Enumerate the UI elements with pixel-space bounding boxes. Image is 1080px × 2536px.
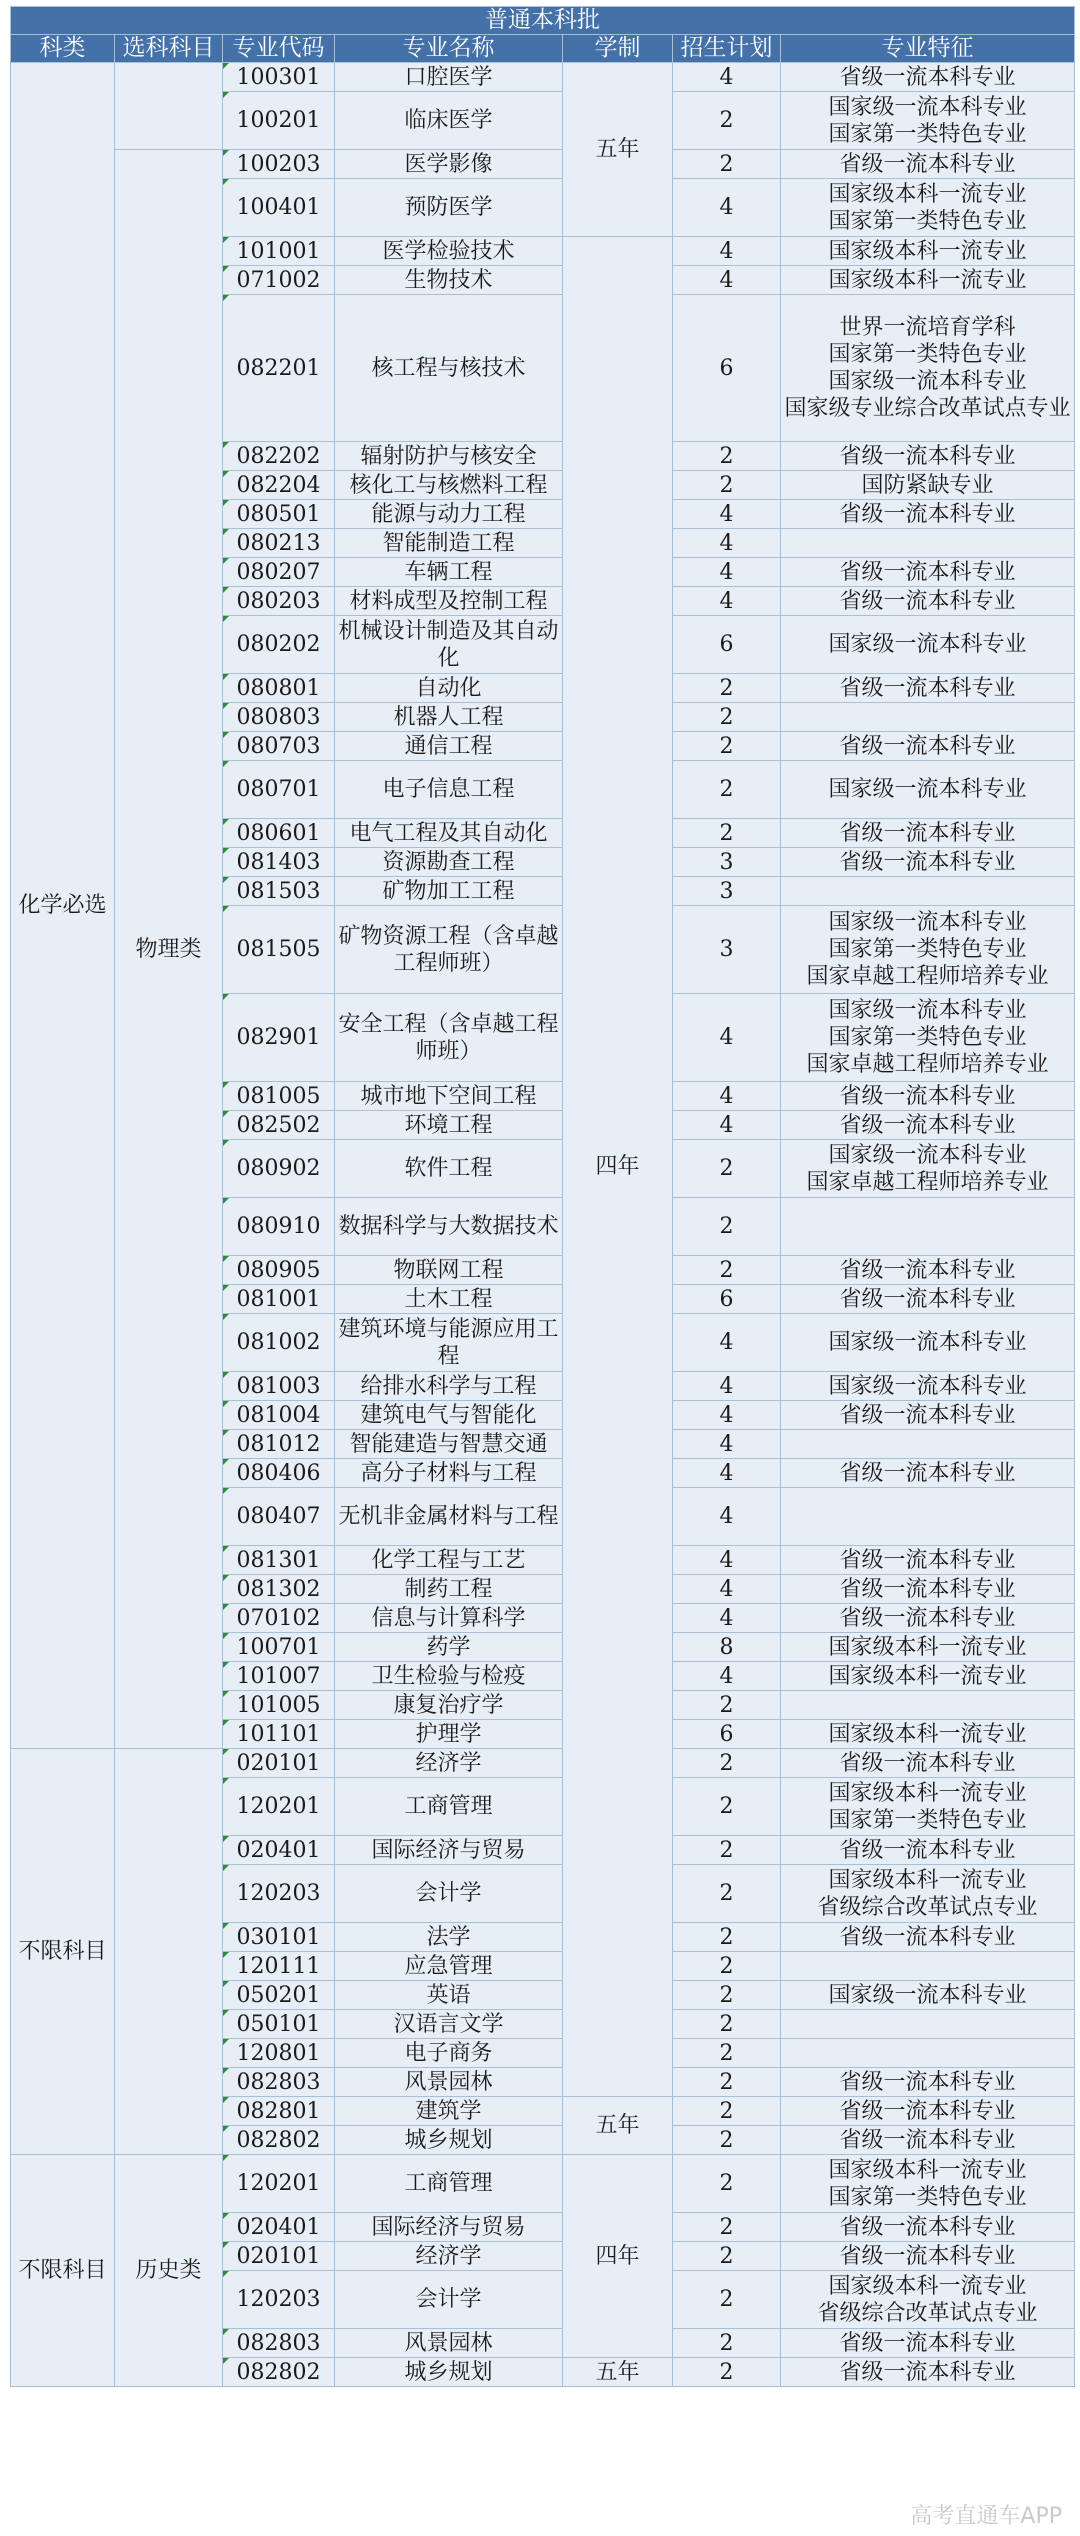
- enrollment-plan-cell: 4: [673, 1314, 781, 1372]
- major-name-cell: 矿物加工工程: [335, 877, 563, 906]
- major-code-cell: 080601: [223, 819, 335, 848]
- major-features-cell: 省级一流本科专业: [781, 2068, 1075, 2097]
- major-features-cell: 省级一流本科专业: [781, 1082, 1075, 1111]
- major-code-cell: 080501: [223, 500, 335, 529]
- major-code-cell: 120203: [223, 2271, 335, 2329]
- enrollment-plan-cell: 6: [673, 1285, 781, 1314]
- major-name-cell: 风景园林: [335, 2329, 563, 2358]
- enrollment-plan-cell: 4: [673, 1430, 781, 1459]
- major-code-cell: 101101: [223, 1720, 335, 1749]
- major-features-cell: 省级一流本科专业: [781, 732, 1075, 761]
- major-code-cell: 100701: [223, 1633, 335, 1662]
- major-code-cell: 082802: [223, 2126, 335, 2155]
- major-code-cell: 081002: [223, 1314, 335, 1372]
- major-code-cell: 101007: [223, 1662, 335, 1691]
- major-code-cell: 101005: [223, 1691, 335, 1720]
- major-code-cell: 081403: [223, 848, 335, 877]
- major-features-cell: [781, 529, 1075, 558]
- duration-cell: 四年: [563, 237, 673, 2097]
- major-code-cell: 082201: [223, 295, 335, 442]
- major-features-cell: 省级一流本科专业: [781, 2242, 1075, 2271]
- major-name-cell: 制药工程: [335, 1575, 563, 1604]
- enrollment-plan-cell: 4: [673, 1111, 781, 1140]
- major-name-cell: 口腔医学: [335, 63, 563, 92]
- enrollment-plan-cell: 2: [673, 92, 781, 150]
- enrollment-plan-cell: 2: [673, 471, 781, 500]
- major-name-cell: 电气工程及其自动化: [335, 819, 563, 848]
- major-code-cell: 050101: [223, 2010, 335, 2039]
- major-features-cell: 国家级一流本科专业 国家第一类特色专业 国家卓越工程师培养专业: [781, 994, 1075, 1082]
- enrollment-plan-cell: 2: [673, 1923, 781, 1952]
- table-title: 普通本科批: [11, 7, 1075, 35]
- major-name-cell: 建筑环境与能源应用工程: [335, 1314, 563, 1372]
- major-features-cell: 省级一流本科专业: [781, 587, 1075, 616]
- major-features-cell: 国家级本科一流专业: [781, 1662, 1075, 1691]
- enrollment-plan-cell: 4: [673, 179, 781, 237]
- enrollment-plan-cell: 4: [673, 529, 781, 558]
- major-features-cell: [781, 1488, 1075, 1546]
- enrollment-plan-cell: 2: [673, 1198, 781, 1256]
- major-name-cell: 风景园林: [335, 2068, 563, 2097]
- major-code-cell: 080902: [223, 1140, 335, 1198]
- major-name-cell: 软件工程: [335, 1140, 563, 1198]
- major-code-cell: 082803: [223, 2068, 335, 2097]
- major-name-cell: 国际经济与贸易: [335, 1836, 563, 1865]
- major-features-cell: 省级一流本科专业: [781, 558, 1075, 587]
- major-features-cell: 省级一流本科专业: [781, 1546, 1075, 1575]
- major-name-cell: 智能制造工程: [335, 529, 563, 558]
- major-code-cell: 081004: [223, 1401, 335, 1430]
- major-name-cell: 物联网工程: [335, 1256, 563, 1285]
- major-name-cell: 城乡规划: [335, 2126, 563, 2155]
- major-code-cell: 020401: [223, 2213, 335, 2242]
- major-features-cell: 省级一流本科专业: [781, 848, 1075, 877]
- header-major-code: 专业代码: [223, 35, 335, 63]
- major-name-cell: 无机非金属材料与工程: [335, 1488, 563, 1546]
- major-features-cell: 省级一流本科专业: [781, 2213, 1075, 2242]
- major-code-cell: 080202: [223, 616, 335, 674]
- enrollment-plan-cell: 2: [673, 150, 781, 179]
- major-name-cell: 材料成型及控制工程: [335, 587, 563, 616]
- enrollment-plan-cell: 2: [673, 1836, 781, 1865]
- enrollment-plan-cell: 4: [673, 266, 781, 295]
- major-name-cell: 机械设计制造及其自动化: [335, 616, 563, 674]
- major-code-cell: 030101: [223, 1923, 335, 1952]
- header-major-name: 专业名称: [335, 35, 563, 63]
- enrollment-plan-cell: 2: [673, 2242, 781, 2271]
- enrollment-plan-cell: 2: [673, 2126, 781, 2155]
- enrollment-plan-cell: 2: [673, 1981, 781, 2010]
- enrollment-plan-cell: 2: [673, 674, 781, 703]
- major-name-cell: 国际经济与贸易: [335, 2213, 563, 2242]
- enrollment-plan-cell: 4: [673, 1604, 781, 1633]
- major-name-cell: 机器人工程: [335, 703, 563, 732]
- enrollment-plan-cell: 4: [673, 1459, 781, 1488]
- major-name-cell: 化学工程与工艺: [335, 1546, 563, 1575]
- enrollment-plan-cell: 2: [673, 1865, 781, 1923]
- major-features-cell: [781, 1198, 1075, 1256]
- major-features-cell: 国家级一流本科专业: [781, 761, 1075, 819]
- major-features-cell: 国家级本科一流专业: [781, 266, 1075, 295]
- major-code-cell: 082901: [223, 994, 335, 1082]
- major-code-cell: 100401: [223, 179, 335, 237]
- major-code-cell: 080703: [223, 732, 335, 761]
- enrollment-plan-cell: 3: [673, 906, 781, 994]
- enrollment-plan-cell: 4: [673, 587, 781, 616]
- major-name-cell: 生物技术: [335, 266, 563, 295]
- major-name-cell: 自动化: [335, 674, 563, 703]
- category-cell: 不限科目: [11, 1749, 115, 2155]
- major-features-cell: 国家级一流本科专业: [781, 1981, 1075, 2010]
- major-features-cell: 国家级本科一流专业 国家第一类特色专业: [781, 179, 1075, 237]
- major-features-cell: [781, 1691, 1075, 1720]
- major-name-cell: 信息与计算科学: [335, 1604, 563, 1633]
- major-features-cell: 省级一流本科专业: [781, 2358, 1075, 2387]
- major-name-cell: 通信工程: [335, 732, 563, 761]
- major-code-cell: 070102: [223, 1604, 335, 1633]
- major-features-cell: 国家级本科一流专业: [781, 1720, 1075, 1749]
- enrollment-plan-cell: 2: [673, 2068, 781, 2097]
- major-features-cell: 国家级本科一流专业: [781, 1633, 1075, 1662]
- major-features-cell: 省级一流本科专业: [781, 1923, 1075, 1952]
- major-name-cell: 护理学: [335, 1720, 563, 1749]
- enrollment-plan-cell: 2: [673, 442, 781, 471]
- major-features-cell: [781, 703, 1075, 732]
- table-row: [11, 2155, 1075, 2213]
- major-code-cell: 080213: [223, 529, 335, 558]
- watermark: 高考直通车APP: [910, 2504, 1062, 2529]
- major-code-cell: 081001: [223, 1285, 335, 1314]
- major-features-cell: 国家级一流本科专业 国家第一类特色专业 国家卓越工程师培养专业: [781, 906, 1075, 994]
- major-features-cell: 国防紧缺专业: [781, 471, 1075, 500]
- header-major-features: 专业特征: [781, 35, 1075, 63]
- major-name-cell: 会计学: [335, 1865, 563, 1923]
- table-row: [11, 1749, 1075, 1778]
- enrollment-plan-cell: 2: [673, 2213, 781, 2242]
- major-name-cell: 电子商务: [335, 2039, 563, 2068]
- major-name-cell: 英语: [335, 1981, 563, 2010]
- major-code-cell: 100203: [223, 150, 335, 179]
- major-features-cell: 省级一流本科专业: [781, 2329, 1075, 2358]
- enrollment-plan-cell: 2: [673, 761, 781, 819]
- major-name-cell: 数据科学与大数据技术: [335, 1198, 563, 1256]
- major-features-cell: [781, 1952, 1075, 1981]
- major-name-cell: 土木工程: [335, 1285, 563, 1314]
- major-code-cell: 080207: [223, 558, 335, 587]
- enrollment-plan-cell: 2: [673, 2271, 781, 2329]
- major-code-cell: 080905: [223, 1256, 335, 1285]
- major-features-cell: 省级一流本科专业: [781, 1575, 1075, 1604]
- major-code-cell: 080910: [223, 1198, 335, 1256]
- enrollment-plan-cell: 4: [673, 63, 781, 92]
- major-features-cell: 国家级本科一流专业 国家第一类特色专业: [781, 1778, 1075, 1836]
- enrollment-plan-cell: 4: [673, 1546, 781, 1575]
- major-code-cell: 071002: [223, 266, 335, 295]
- duration-cell: 四年: [563, 2155, 673, 2358]
- enrollment-plan-cell: 4: [673, 237, 781, 266]
- major-code-cell: 082502: [223, 1111, 335, 1140]
- major-name-cell: 工商管理: [335, 1778, 563, 1836]
- major-code-cell: 082801: [223, 2097, 335, 2126]
- enrollment-plan-cell: 6: [673, 295, 781, 442]
- major-code-cell: 120203: [223, 1865, 335, 1923]
- major-features-cell: [781, 877, 1075, 906]
- major-name-cell: 能源与动力工程: [335, 500, 563, 529]
- major-features-cell: 省级一流本科专业: [781, 1749, 1075, 1778]
- enrollment-plan-cell: 2: [673, 1691, 781, 1720]
- major-code-cell: 081505: [223, 906, 335, 994]
- table-row: [11, 63, 1075, 92]
- major-name-cell: 辐射防护与核安全: [335, 442, 563, 471]
- enrollment-plan-cell: 4: [673, 994, 781, 1082]
- major-features-cell: 省级一流本科专业: [781, 1285, 1075, 1314]
- major-code-cell: 020401: [223, 1836, 335, 1865]
- major-name-cell: 资源勘查工程: [335, 848, 563, 877]
- major-code-cell: 080803: [223, 703, 335, 732]
- major-code-cell: 081012: [223, 1430, 335, 1459]
- major-features-cell: 国家级本科一流专业 省级综合改革试点专业: [781, 2271, 1075, 2329]
- major-features-cell: 省级一流本科专业: [781, 1401, 1075, 1430]
- enrollment-plan-cell: 2: [673, 2097, 781, 2126]
- major-name-cell: 康复治疗学: [335, 1691, 563, 1720]
- enrollment-plan-cell: 2: [673, 2010, 781, 2039]
- enrollment-plan-cell: 2: [673, 1140, 781, 1198]
- enrollment-plan-cell: 4: [673, 558, 781, 587]
- major-name-cell: 医学检验技术: [335, 237, 563, 266]
- enrollment-plan-cell: 3: [673, 877, 781, 906]
- major-code-cell: 080701: [223, 761, 335, 819]
- major-name-cell: 法学: [335, 1923, 563, 1952]
- major-features-cell: 省级一流本科专业: [781, 2097, 1075, 2126]
- major-features-cell: [781, 1430, 1075, 1459]
- major-code-cell: 020101: [223, 2242, 335, 2271]
- enrollment-plan-cell: 2: [673, 2039, 781, 2068]
- major-features-cell: 国家级一流本科专业 国家第一类特色专业: [781, 92, 1075, 150]
- major-features-cell: [781, 2039, 1075, 2068]
- major-code-cell: 082803: [223, 2329, 335, 2358]
- major-features-cell: 省级一流本科专业: [781, 1836, 1075, 1865]
- enrollment-plan-cell: 4: [673, 1575, 781, 1604]
- major-name-cell: 建筑电气与智能化: [335, 1401, 563, 1430]
- major-name-cell: 高分子材料与工程: [335, 1459, 563, 1488]
- enrollment-plan-cell: 2: [673, 819, 781, 848]
- major-name-cell: 智能建造与智慧交通: [335, 1430, 563, 1459]
- major-name-cell: 卫生检验与检疫: [335, 1662, 563, 1691]
- header-duration: 学制: [563, 35, 673, 63]
- major-features-cell: 国家级一流本科专业 国家卓越工程师培养专业: [781, 1140, 1075, 1198]
- major-features-cell: 省级一流本科专业: [781, 442, 1075, 471]
- enrollment-plan-cell: 4: [673, 1488, 781, 1546]
- duration-cell: 五年: [563, 2358, 673, 2387]
- major-code-cell: 120111: [223, 1952, 335, 1981]
- major-features-cell: 省级一流本科专业: [781, 63, 1075, 92]
- major-features-cell: [781, 2010, 1075, 2039]
- enrollment-plan-cell: 4: [673, 1372, 781, 1401]
- major-features-cell: 国家级本科一流专业 国家第一类特色专业: [781, 2155, 1075, 2213]
- major-name-cell: 经济学: [335, 1749, 563, 1778]
- major-code-cell: 120201: [223, 2155, 335, 2213]
- major-name-cell: 汉语言文学: [335, 2010, 563, 2039]
- major-features-cell: 国家级本科一流专业: [781, 237, 1075, 266]
- major-code-cell: 082202: [223, 442, 335, 471]
- enrollment-plan-cell: 4: [673, 1082, 781, 1111]
- major-code-cell: 081503: [223, 877, 335, 906]
- duration-cell: 五年: [563, 2097, 673, 2155]
- major-features-cell: 国家级一流本科专业: [781, 616, 1075, 674]
- major-name-cell: 城市地下空间工程: [335, 1082, 563, 1111]
- header-enrollment-plan: 招生计划: [673, 35, 781, 63]
- major-features-cell: 省级一流本科专业: [781, 1604, 1075, 1633]
- major-features-cell: 省级一流本科专业: [781, 1459, 1075, 1488]
- major-features-cell: 省级一流本科专业: [781, 150, 1075, 179]
- header-row: [11, 35, 1075, 63]
- major-code-cell: 101001: [223, 237, 335, 266]
- major-features-cell: 国家级本科一流专业 省级综合改革试点专业: [781, 1865, 1075, 1923]
- major-name-cell: 安全工程（含卓越工程师班）: [335, 994, 563, 1082]
- major-code-cell: 082802: [223, 2358, 335, 2387]
- major-name-cell: 车辆工程: [335, 558, 563, 587]
- major-features-cell: 国家级一流本科专业: [781, 1372, 1075, 1401]
- major-name-cell: 电子信息工程: [335, 761, 563, 819]
- major-features-cell: 世界一流培育学科 国家第一类特色专业 国家级一流本科专业 国家级专业综合改革试点专业: [781, 295, 1075, 442]
- header-subjects: 选科科目: [115, 35, 223, 63]
- major-name-cell: 城乡规划: [335, 2358, 563, 2387]
- major-features-cell: 省级一流本科专业: [781, 500, 1075, 529]
- enrollment-plan-cell: 3: [673, 848, 781, 877]
- enrollment-plan-cell: 4: [673, 1401, 781, 1430]
- enrollment-plan-cell: 2: [673, 1256, 781, 1285]
- major-features-cell: 省级一流本科专业: [781, 1111, 1075, 1140]
- enrollment-plan-cell: 6: [673, 1720, 781, 1749]
- enrollment-plan-cell: 2: [673, 2329, 781, 2358]
- subject-cell: [115, 1749, 223, 2155]
- enrollment-plan-cell: 2: [673, 1749, 781, 1778]
- enrollment-plan-cell: 2: [673, 2155, 781, 2213]
- enrollment-plan-cell: 2: [673, 1952, 781, 1981]
- enrollment-plan-cell: 6: [673, 616, 781, 674]
- enrollment-plan-cell: 2: [673, 703, 781, 732]
- major-code-cell: 081301: [223, 1546, 335, 1575]
- major-code-cell: 082204: [223, 471, 335, 500]
- major-name-cell: 建筑学: [335, 2097, 563, 2126]
- major-name-cell: 核工程与核技术: [335, 295, 563, 442]
- major-name-cell: 应急管理: [335, 1952, 563, 1981]
- major-name-cell: 工商管理: [335, 2155, 563, 2213]
- major-name-cell: 医学影像: [335, 150, 563, 179]
- enrollment-plan-cell: 4: [673, 1662, 781, 1691]
- major-code-cell: 081005: [223, 1082, 335, 1111]
- category-cell: 化学必选: [11, 63, 115, 1749]
- major-code-cell: 100201: [223, 92, 335, 150]
- enrollment-plan-cell: 8: [673, 1633, 781, 1662]
- table-row: [11, 150, 1075, 179]
- major-code-cell: 080407: [223, 1488, 335, 1546]
- major-name-cell: 临床医学: [335, 92, 563, 150]
- enrollment-plan-cell: 2: [673, 2358, 781, 2387]
- major-features-cell: 国家级一流本科专业: [781, 1314, 1075, 1372]
- major-name-cell: 经济学: [335, 2242, 563, 2271]
- major-code-cell: 120801: [223, 2039, 335, 2068]
- major-name-cell: 环境工程: [335, 1111, 563, 1140]
- major-name-cell: 给排水科学与工程: [335, 1372, 563, 1401]
- major-code-cell: 080406: [223, 1459, 335, 1488]
- major-code-cell: 120201: [223, 1778, 335, 1836]
- major-name-cell: 核化工与核燃料工程: [335, 471, 563, 500]
- subject-cell: 历史类: [115, 2155, 223, 2387]
- major-features-cell: 省级一流本科专业: [781, 819, 1075, 848]
- major-code-cell: 080801: [223, 674, 335, 703]
- major-code-cell: 050201: [223, 1981, 335, 2010]
- header-category: 科类: [11, 35, 115, 63]
- enrollment-plan-cell: 4: [673, 500, 781, 529]
- major-code-cell: 081003: [223, 1372, 335, 1401]
- major-name-cell: 矿物资源工程（含卓越工程师班）: [335, 906, 563, 994]
- enrollment-plan-cell: 2: [673, 732, 781, 761]
- major-name-cell: 药学: [335, 1633, 563, 1662]
- major-code-cell: 100301: [223, 63, 335, 92]
- major-name-cell: 会计学: [335, 2271, 563, 2329]
- major-name-cell: 预防医学: [335, 179, 563, 237]
- duration-cell: 五年: [563, 63, 673, 237]
- major-features-cell: 省级一流本科专业: [781, 1256, 1075, 1285]
- subject-cell: 物理类: [115, 150, 223, 1749]
- subject-cell: [115, 63, 223, 150]
- category-cell: 不限科目: [11, 2155, 115, 2387]
- major-code-cell: 020101: [223, 1749, 335, 1778]
- major-code-cell: 081302: [223, 1575, 335, 1604]
- major-features-cell: 省级一流本科专业: [781, 2126, 1075, 2155]
- major-code-cell: 080203: [223, 587, 335, 616]
- admission-plan-table: [10, 6, 1075, 2387]
- major-features-cell: 省级一流本科专业: [781, 674, 1075, 703]
- enrollment-plan-cell: 2: [673, 1778, 781, 1836]
